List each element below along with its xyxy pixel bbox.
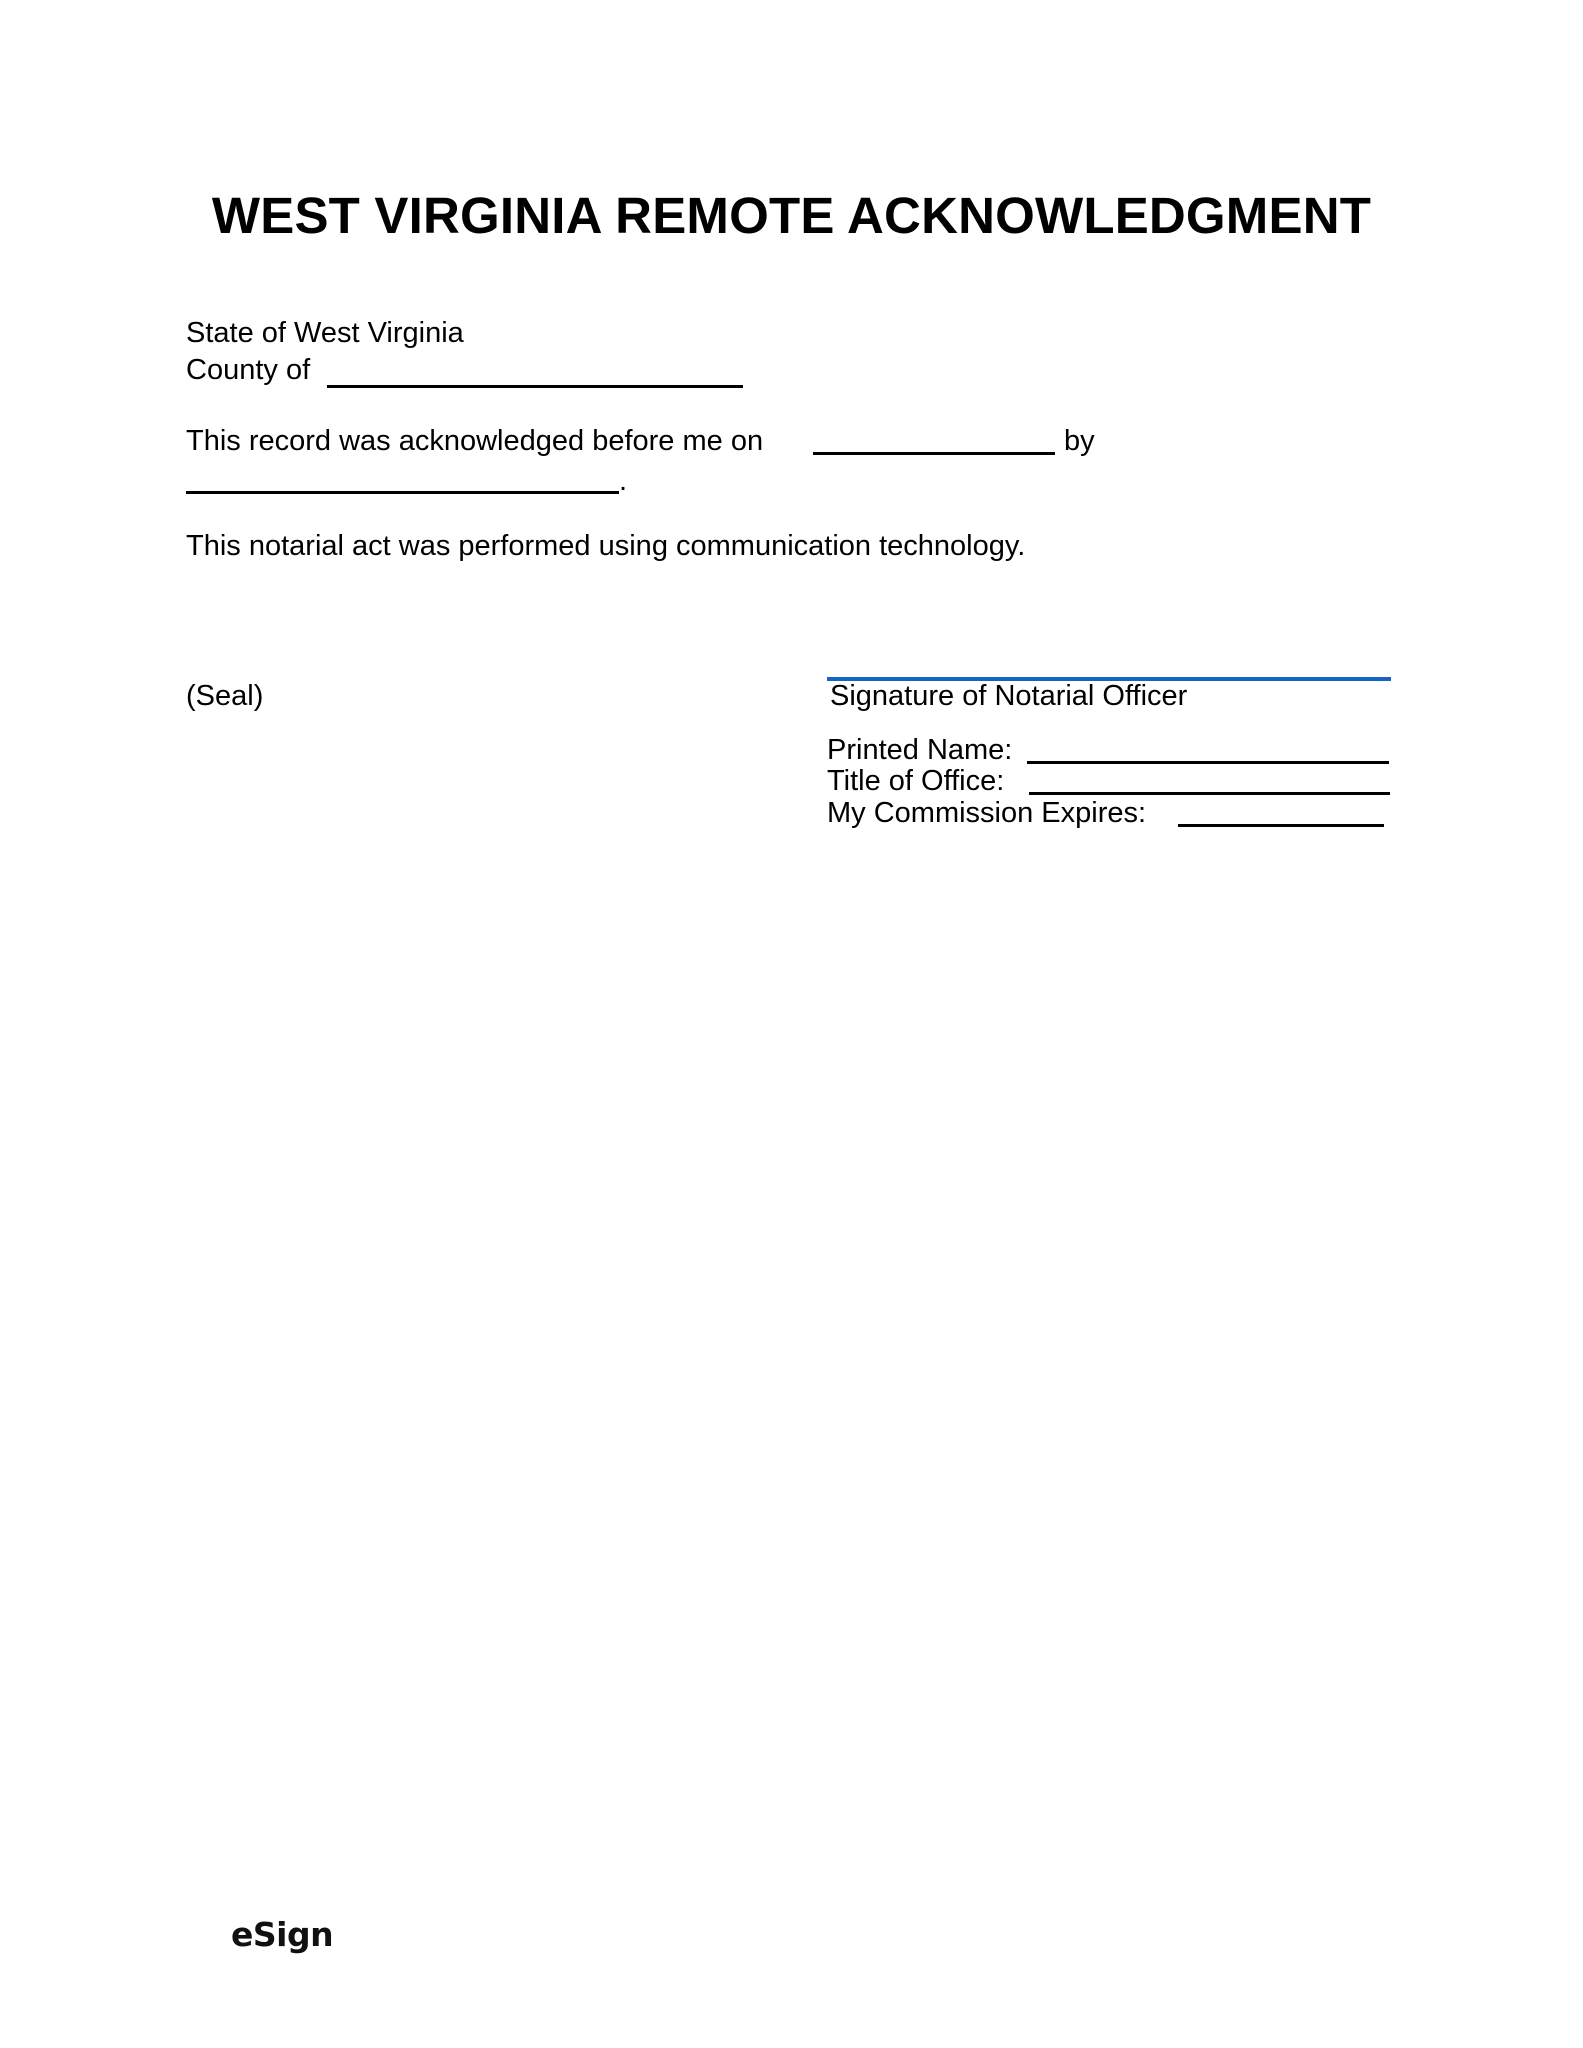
esign-logo: eSign <box>231 1915 334 1954</box>
signature-label: Signature of Notarial Officer <box>830 680 1188 712</box>
technology-statement: This notarial act was performed using communication technology. <box>186 530 1026 562</box>
by-text: by <box>1064 425 1095 457</box>
seal-label: (Seal) <box>186 680 264 712</box>
printed-name-blank-field[interactable] <box>1027 761 1389 764</box>
document-title: WEST VIRGINIA REMOTE ACKNOWLEDGMENT <box>211 187 1372 244</box>
title-of-office-blank-field[interactable] <box>1029 792 1390 795</box>
commission-expires-blank-field[interactable] <box>1178 824 1384 827</box>
county-label: County of <box>186 354 311 386</box>
state-line: State of West Virginia <box>186 317 464 349</box>
county-blank-field[interactable] <box>327 385 743 388</box>
terminal-period: . <box>619 465 628 497</box>
date-blank-field[interactable] <box>813 452 1055 455</box>
signer-name-blank-field[interactable] <box>186 491 619 494</box>
printed-name-label: Printed Name: <box>827 734 1013 766</box>
title-of-office-label: Title of Office: <box>827 765 1005 797</box>
commission-expires-label: My Commission Expires: <box>827 797 1147 829</box>
acknowledgment-text: This record was acknowledged before me on <box>186 425 764 457</box>
